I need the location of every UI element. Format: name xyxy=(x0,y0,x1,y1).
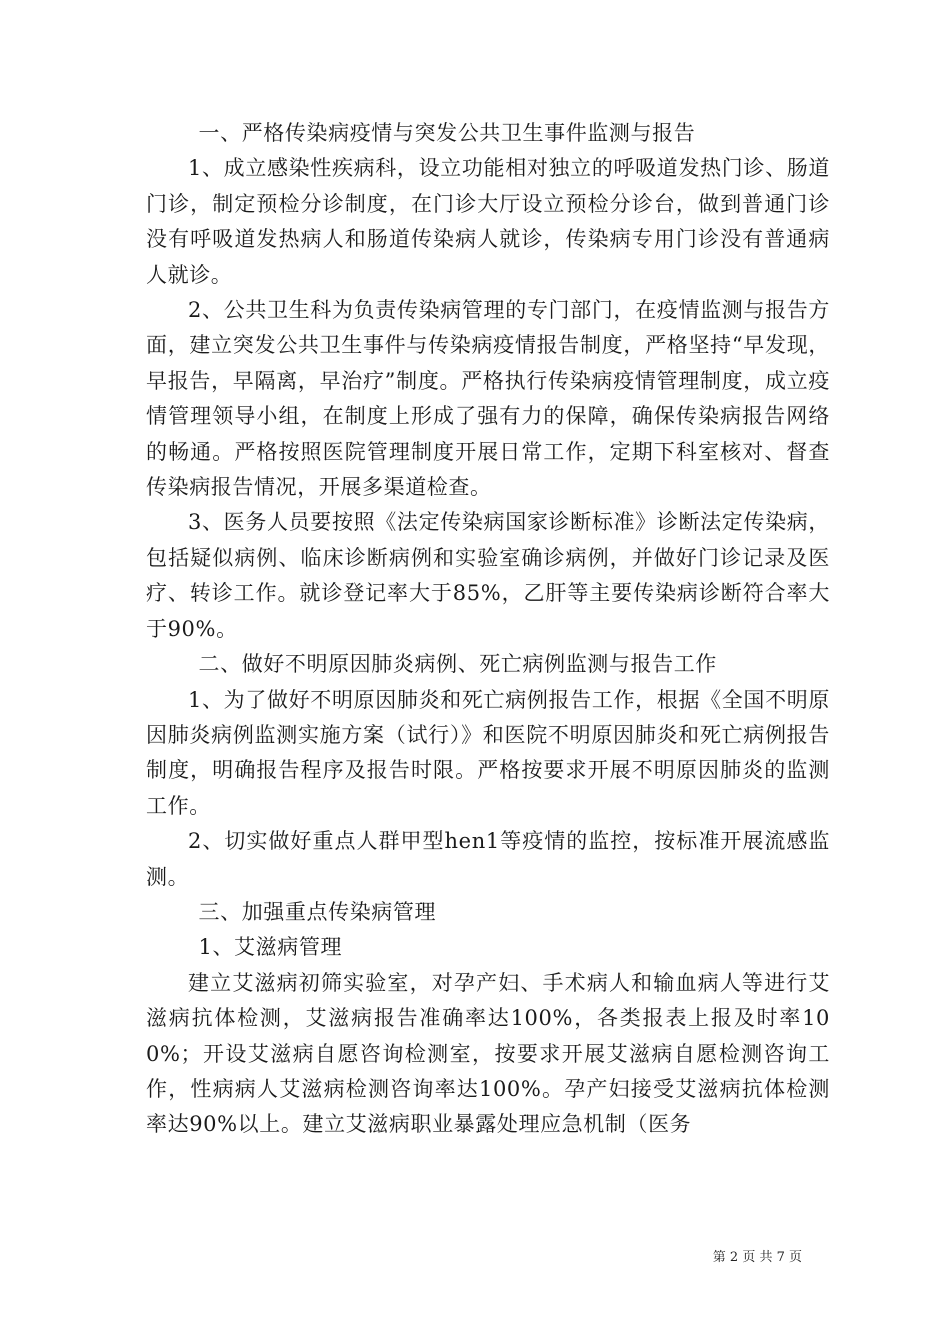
paragraph: 建立艾滋病初筛实验室，对孕产妇、手术病人和输血病人等进行艾滋病抗体检测，艾滋病报告准确率达100%，各类报表上报及时率100%；开设艾滋病自愿咨询检测室，按要求开展艾滋病自愿检测咨询工作，性病病人艾滋病检测咨询率达100%。孕产妇接受艾滋病抗体检测率达90%以上。建立艾滋病职业暴露处理应急机制（医务 xyxy=(146,970,830,1137)
page-number: 第 2 页 共 7 页 xyxy=(712,1250,802,1265)
paragraph: 2、公共卫生科为负责传染病管理的专门部门，在疫情监测与报告方面，建立突发公共卫生事件与传染病疫情报告制度，严格坚持“早发现，早报告，早隔离，早治疗”制度。严格执行传染病疫情管理制度，成立疫情管理领导小组，在制度上形成了强有力的保障，确保传染病报告网络的畅通。严格按照医院管理制度开展日常工作，定期下科室核对、督查传染病报告情况，开展多渠道检查。 xyxy=(146,298,830,500)
section-heading-1: 一、严格传染病疫情与突发公共卫生事件监测与报告 xyxy=(198,121,696,145)
paragraph: 1、成立感染性疾病科，设立功能相对独立的呼吸道发热门诊、肠道门诊，制定预检分诊制度，在门诊大厅设立预检分诊台，做到普通门诊没有呼吸道发热病人和肠道传染病人就诊，传染病专用门诊没有普通病人就诊。 xyxy=(146,156,830,287)
section-heading-2: 二、做好不明原因肺炎病例、死亡病例监测与报告工作 xyxy=(198,652,717,677)
paragraph: 2、切实做好重点人群甲型hen1等疫情的监控，按标准开展流感监测。 xyxy=(146,829,830,889)
subsection-heading: 1、艾滋病管理 xyxy=(198,935,343,960)
paragraph: 1、为了做好不明原因肺炎和死亡病例报告工作，根据《全国不明原因肺炎病例监测实施方案（试行）》和医院不明原因肺炎和死亡病例报告制度，明确报告程序及报告时限。严格按要求开展不明原因肺炎的监测工作。 xyxy=(146,687,830,818)
section-heading-3: 三、加强重点传染病管理 xyxy=(198,899,437,924)
paragraph: 3、医务人员要按照《法定传染病国家诊断标准》诊断法定传染病，包括疑似病例、临床诊断病例和实验室确诊病例，并做好门诊记录及医疗、转诊工作。就诊登记率大于85%，乙肝等主要传染病诊断符合率大于90%。 xyxy=(146,510,830,641)
document-body xyxy=(146,116,830,1143)
